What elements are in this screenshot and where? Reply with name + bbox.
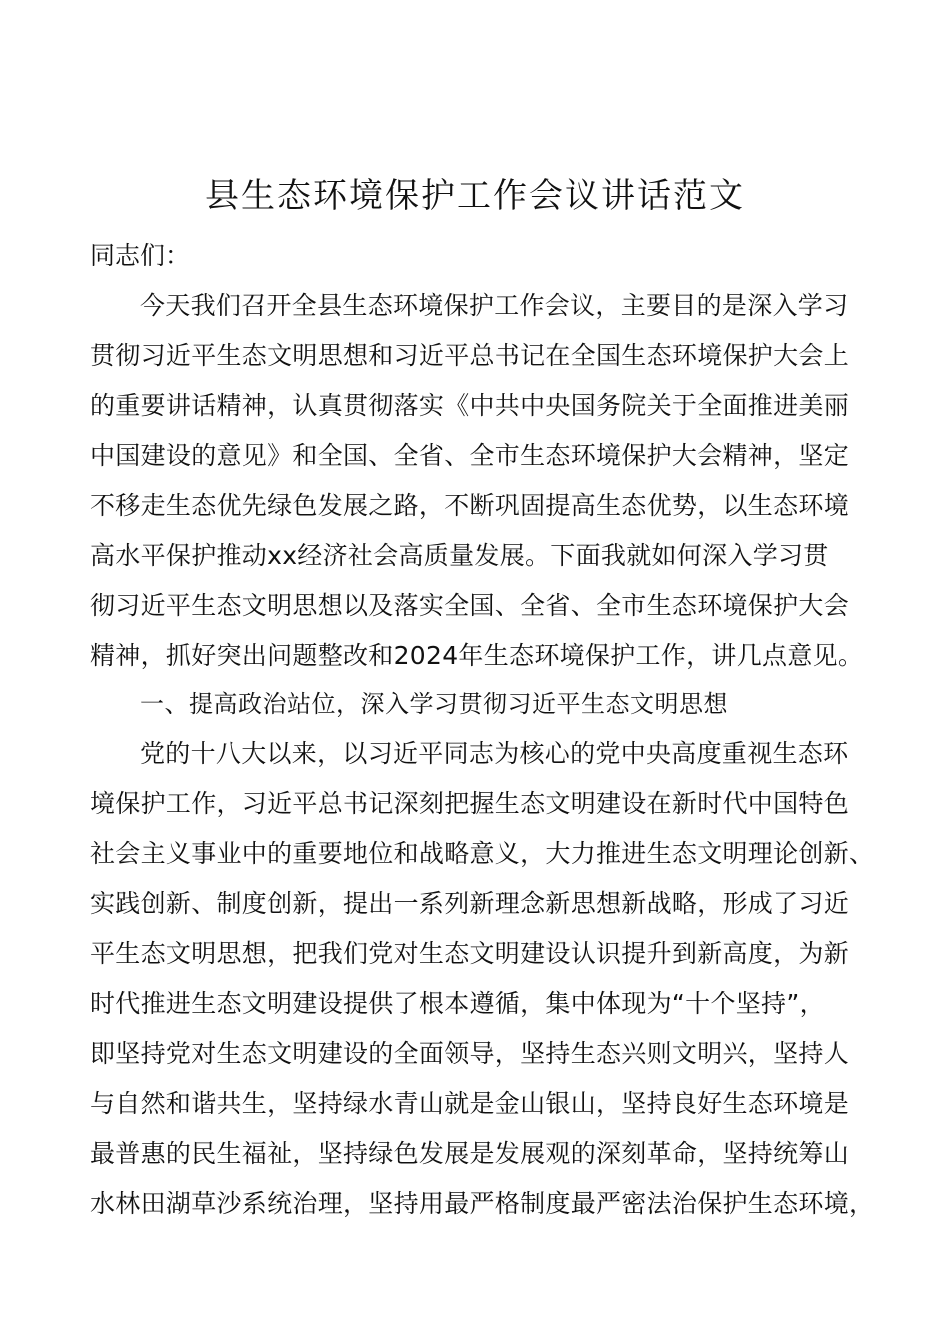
paragraph-2-line-10: 水林田湖草沙系统治理，坚持用最严格制度最严密法治保护生态环境， [90,1189,875,1218]
paragraph-1-line-4: 中国建设的意见》和全国、全省、全市生态环境保护大会精神，坚定 [90,441,850,470]
paragraph-1-line-6: 高水平保护推动xx经济社会高质量发展。下面我就如何深入学习贯 [90,541,829,570]
salutation: 同志们： [90,241,191,270]
paragraph-2-line-7: 即坚持党对生态文明建设的全面领导，坚持生态兴则文明兴，坚持人 [90,1039,850,1068]
section-1-heading: 一、提高政治站位，深入学习贯彻习近平生态文明思想 [140,690,728,718]
paragraph-2-line-1: 党的十八大以来，以习近平同志为核心的党中央高度重视生态环 [140,739,849,768]
paragraph-2-line-3: 社会主义事业中的重要地位和战略意义，大力推进生态文明理论创新、 [90,839,875,868]
paragraph-1-line-1: 今天我们召开全县生态环境保护工作会议，主要目的是深入学习 [140,291,849,320]
paragraph-2-line-2: 境保护工作，习近平总书记深刻把握生态文明建设在新时代中国特色 [90,789,850,818]
paragraph-1-line-2: 贯彻习近平生态文明思想和习近平总书记在全国生态环境保护大会上 [90,341,850,370]
paragraph-1-line-8: 精神，抓好突出问题整改和2024年生态环境保护工作，讲几点意见。 [90,641,864,670]
paragraph-2-line-5: 平生态文明思想，把我们党对生态文明建设认识提升到新高度，为新 [90,939,850,968]
paragraph-2-line-4: 实践创新、制度创新，提出一系列新理念新思想新战略，形成了习近 [90,889,850,918]
document-title: 县生态环境保护工作会议讲话范文 [205,176,745,216]
paragraph-1-line-5: 不移走生态优先绿色发展之路，不断巩固提高生态优势，以生态环境 [90,491,850,520]
paragraph-2-line-9: 最普惠的民生福祉，坚持绿色发展是发展观的深刻革命，坚持统筹山 [90,1139,850,1168]
paragraph-2-line-8: 与自然和谐共生，坚持绿水青山就是金山银山，坚持良好生态环境是 [90,1089,850,1118]
paragraph-1-line-3: 的重要讲话精神，认真贯彻落实《中共中央国务院关于全面推进美丽 [90,391,850,420]
paragraph-1-line-7: 彻习近平生态文明思想以及落实全国、全省、全市生态环境保护大会 [90,591,850,620]
paragraph-2-line-6: 时代推进生态文明建设提供了根本遵循，集中体现为“十个坚持”， [90,989,825,1018]
